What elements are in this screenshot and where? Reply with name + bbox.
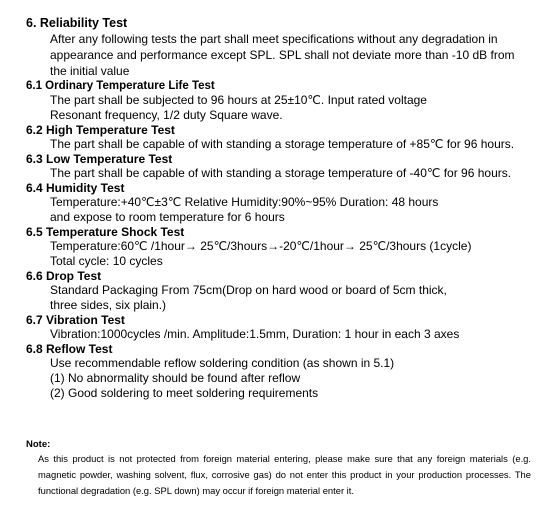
note-section — [26, 438, 531, 499]
section-6-1 — [26, 79, 536, 123]
section-line: Temperature:60℃ /1hour→ 25℃/3hours→-20℃/1hour→ 25℃/3hours (1cycle) — [50, 239, 472, 253]
section-6-5 — [26, 225, 536, 269]
section-line: Standard Packaging From 75cm(Drop on hard wood or board of 5cm thick, — [50, 283, 447, 297]
section-title: 6.4 Humidity Test — [26, 181, 125, 195]
section-title: 6.3 Low Temperature Test — [26, 152, 173, 166]
section-6 — [26, 16, 536, 79]
section-line: (2) Good soldering to meet soldering requirements — [50, 386, 319, 400]
section-6-2 — [26, 123, 536, 152]
reliability-test-section — [26, 16, 536, 401]
section-line: The part shall be capable of with standing a storage temperature of +85℃ for 96 hours. — [50, 137, 515, 151]
note-paragraph: As this product is not protected from foreign material entering, please make sure that any foreign materials (e.g. magnetic powder, washing solvent, flux, corrosive gas) do not enter this product in your production processes. The functional degradation (e.g. SPL down) may occur if foreign material enter it. — [38, 453, 531, 496]
section-line: Use recommendable reflow soldering condition (as shown in 5.1) — [50, 356, 395, 370]
section-6-4 — [26, 181, 536, 225]
note-title: Note: — [26, 439, 51, 450]
section-6-8 — [26, 342, 536, 401]
section-6-7 — [26, 313, 536, 342]
section-title: 6.7 Vibration Test — [26, 313, 125, 327]
section-line: Resonant frequency, 1/2 duty Square wave. — [50, 108, 283, 122]
section-line: Vibration:1000cycles /min. Amplitude:1.5mm, Duration: 1 hour in each 3 axes — [50, 327, 460, 341]
section-line: Temperature:+40℃±3℃ Relative Humidity:90%~95% Duration: 48 hours — [50, 195, 439, 209]
section-title: 6. Reliability Test — [26, 16, 128, 30]
section-line: Total cycle: 10 cycles — [50, 254, 163, 268]
section-paragraph: After any following tests the part shall meet specifications without any degradation in appearance and performance except SPL. SPL shall not deviate more than -10 dB from the initial value — [50, 32, 515, 78]
section-title: 6.2 High Temperature Test — [26, 123, 175, 137]
section-title: 6.8 Reflow Test — [26, 342, 113, 356]
section-6-3 — [26, 152, 536, 181]
section-line: The part shall be capable of with standing a storage temperature of -40℃ for 96 hours. — [50, 166, 512, 180]
section-line: three sides, six plain.) — [50, 298, 167, 312]
section-line: The part shall be subjected to 96 hours at 25±10℃. Input rated voltage — [50, 93, 427, 107]
section-title: 6.5 Temperature Shock Test — [26, 225, 185, 239]
section-6-6 — [26, 269, 536, 313]
section-line: and expose to room temperature for 6 hours — [50, 210, 285, 224]
section-title: 6.6 Drop Test — [26, 269, 102, 283]
section-title: 6.1 Ordinary Temperature Life Test — [26, 80, 215, 92]
section-line: (1) No abnormality should be found after reflow — [50, 371, 301, 385]
